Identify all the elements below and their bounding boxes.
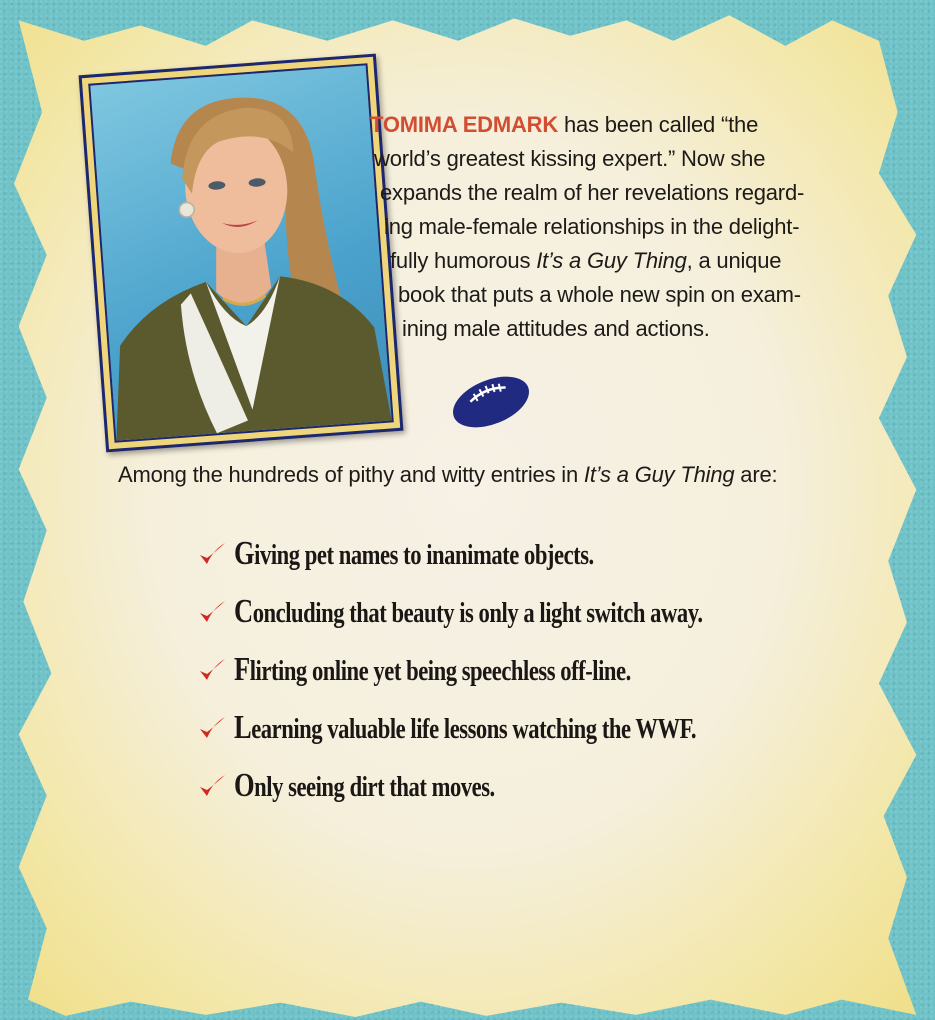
book-title: It’s a Guy Thing [536,248,687,273]
checkmark-icon [196,596,228,628]
football-icon [448,372,534,432]
bio-line-4: ing male-female relationships in the delight- [384,214,800,239]
list-item-text: Learning valuable life lessons watching the WWF. [234,709,697,746]
checkmark-icon [196,770,228,802]
list-item-text: Only seeing dirt that moves. [234,767,495,804]
bio-line-5-pre: fully humorous [390,248,537,273]
bio-line-5 [370,244,840,278]
author-bio [370,108,840,346]
checkmark-icon [196,538,228,570]
author-photo-frame [79,54,404,453]
intro-pre: Among the hundreds of pithy and witty entries in [118,462,584,487]
author-name: TOMIMA EDMARK [370,112,559,137]
bio-line-1-rest: has been called “the [558,112,759,137]
list-item-text: Concluding that beauty is only a light switch away. [234,593,703,630]
bio-line-6: book that puts a whole new spin on exam- [398,282,801,307]
bio-line-5-post: , a unique [686,248,782,273]
list-item-text: Giving pet names to inanimate objects. [234,535,594,572]
list-item-text: Flirting online yet being speechless off-line. [234,651,631,688]
checkmark-icon [196,712,228,744]
list-item [196,706,826,750]
intro-book-title: It’s a Guy Thing [583,462,735,487]
bio-line-3: expands the realm of her revelations regard- [380,180,805,205]
checkmark-icon [196,654,228,686]
intro-post: are: [734,462,778,487]
bio-line-1 [370,108,840,142]
portrait-illustration [90,65,391,440]
bio-line-2: world’s greatest kissing expert.” Now she [374,146,766,171]
list-item [196,764,568,808]
list-item [196,532,695,576]
list-item [196,590,835,634]
intro-text [118,462,777,488]
author-portrait [88,63,394,443]
list-item [196,648,743,692]
bio-line-7: ining male attitudes and actions. [402,316,710,341]
